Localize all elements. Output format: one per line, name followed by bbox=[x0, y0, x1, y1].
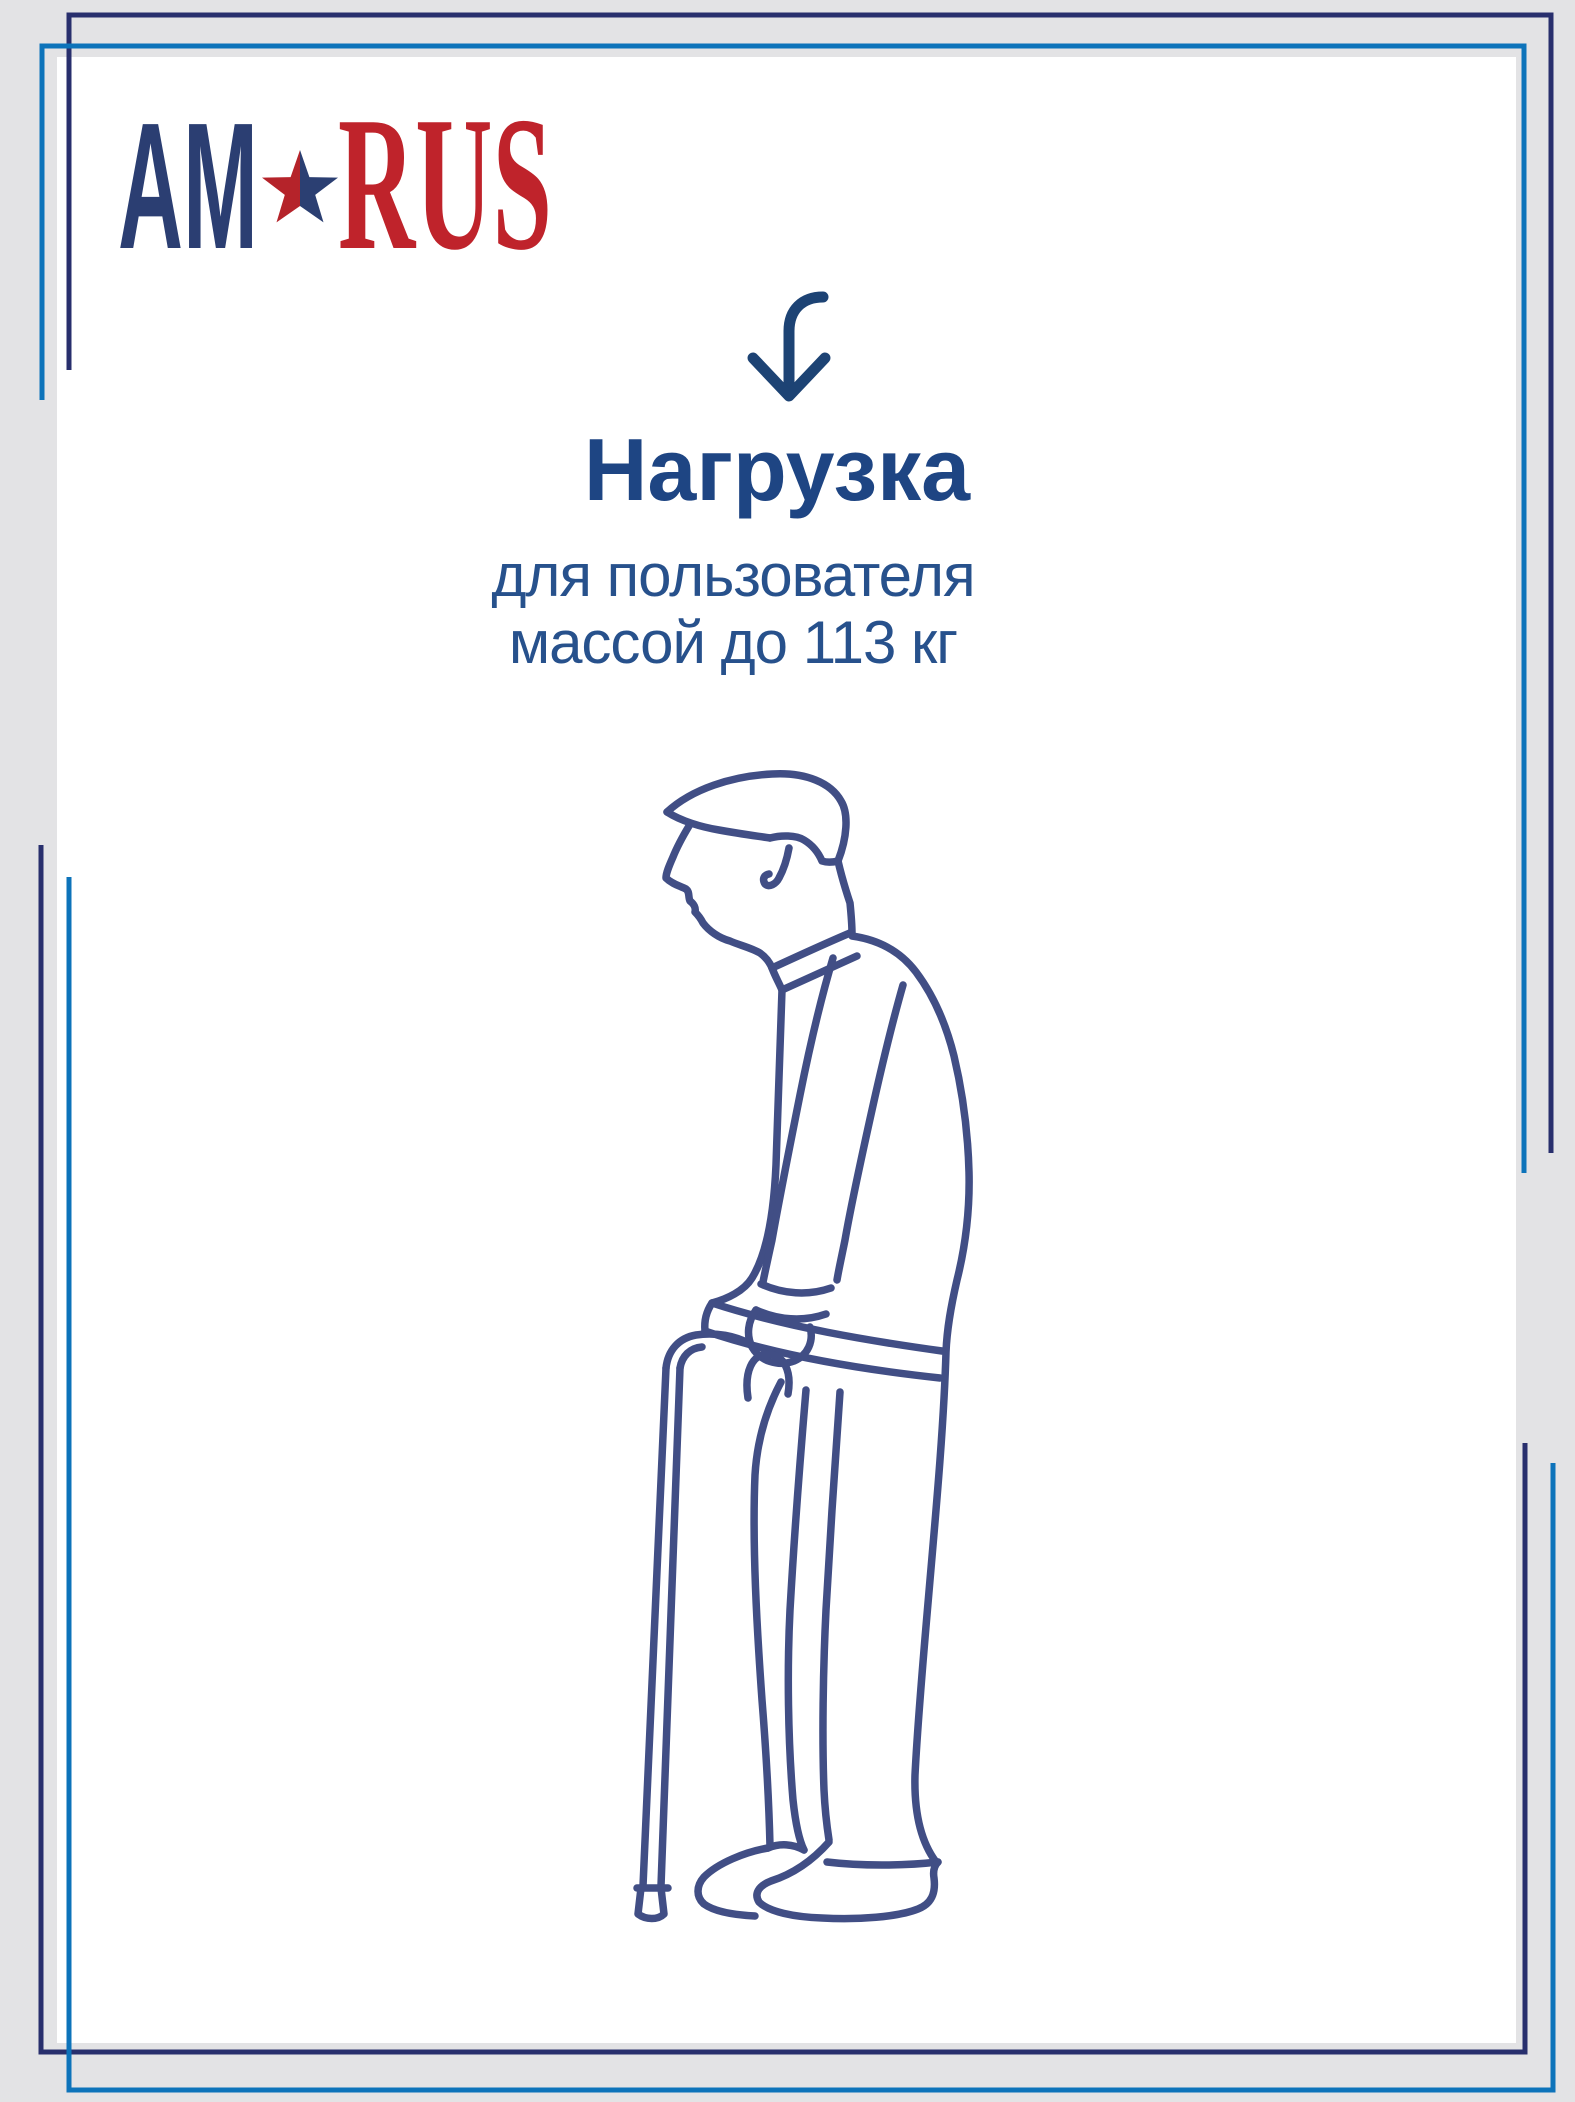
amrus-logo bbox=[118, 77, 552, 290]
decorative-frame bbox=[41, 15, 1553, 2090]
logo-star-icon bbox=[262, 150, 338, 222]
load-title: Нагрузка bbox=[583, 420, 971, 519]
logo-text-rus: RUS bbox=[338, 77, 552, 290]
load-subtitle-line2: массой до 113 кг bbox=[508, 609, 958, 676]
logo-text-am: AM bbox=[118, 86, 258, 287]
curved-down-arrow-icon bbox=[753, 297, 825, 396]
elderly-man-with-cane-illustration bbox=[637, 774, 969, 1919]
load-subtitle bbox=[0, 542, 1466, 676]
load-subtitle-line1: для пользователя bbox=[491, 542, 975, 609]
